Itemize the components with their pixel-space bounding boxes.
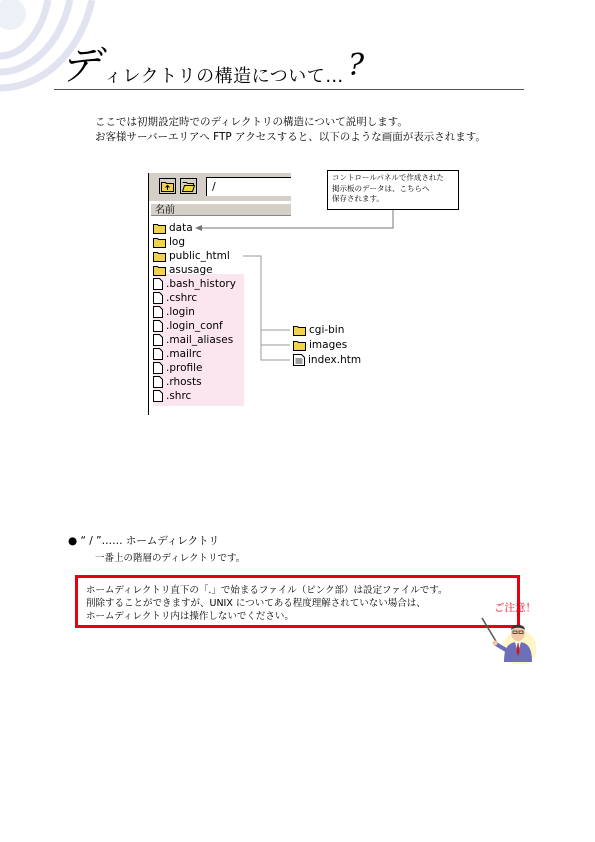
file-name: .mail_aliases xyxy=(166,334,234,346)
folder-name: data xyxy=(169,222,193,234)
file-name: .profile xyxy=(166,362,203,374)
title-question-mark: ? xyxy=(348,48,365,83)
bullet-text: “ / ”…… ホームディレクトリ xyxy=(80,535,220,547)
bullet-dot: ● xyxy=(68,535,81,547)
folder-name: asusage xyxy=(169,264,213,276)
bullet-description: 一番上の階層のディレクトリです。 xyxy=(95,553,246,564)
folder-name: images xyxy=(309,339,348,351)
callout-line-2: 掲示板のデータは、こちらへ xyxy=(332,183,430,193)
file-name: .cshrc xyxy=(166,292,198,304)
intro-line-2: お客様サーバーエリアへ FTP アクセスすると、以下のような画面が表示されます。 xyxy=(95,131,486,143)
callout-box xyxy=(327,170,459,210)
caution-label: ご注意！ xyxy=(494,602,536,614)
callout-line-1: コントロールパネルで作成された xyxy=(332,173,444,182)
file-name: .rhosts xyxy=(166,376,202,388)
folder-name: cgi-bin xyxy=(309,324,345,336)
title-text: ィレクトリの構造について… xyxy=(104,66,344,87)
column-header-name[interactable]: 名前 xyxy=(151,203,291,216)
warning-line-1: ホームディレクトリ直下の「.」で始まるファイル（ピンク部）は設定ファイルです。 xyxy=(86,585,448,596)
bullet-home-directory xyxy=(68,533,219,548)
title-first-char: デ xyxy=(60,43,100,89)
warning-box xyxy=(75,575,520,628)
folder-name: public_html xyxy=(169,250,230,262)
callout-line-3: 保存されます。 xyxy=(332,194,384,203)
folder-name: log xyxy=(169,236,186,248)
file-name: index.htm xyxy=(308,354,362,366)
presenter-avatar-icon xyxy=(478,612,536,664)
file-name: .bash_history xyxy=(166,278,236,290)
file-name: .mailrc xyxy=(166,348,202,360)
warning-line-2: 削除することができますが、UNIX についてある程度理解されていない場合は、 xyxy=(86,598,426,609)
warning-line-3: ホームディレクトリ内は操作しないでください。 xyxy=(86,611,294,622)
file-name: .login_conf xyxy=(166,320,223,332)
file-name: .shrc xyxy=(166,390,192,402)
file-name: .login xyxy=(166,306,195,318)
intro-line-1: ここでは初期設定時でのディレクトリの構造について説明します。 xyxy=(95,116,408,128)
path-input[interactable]: / xyxy=(206,177,291,196)
